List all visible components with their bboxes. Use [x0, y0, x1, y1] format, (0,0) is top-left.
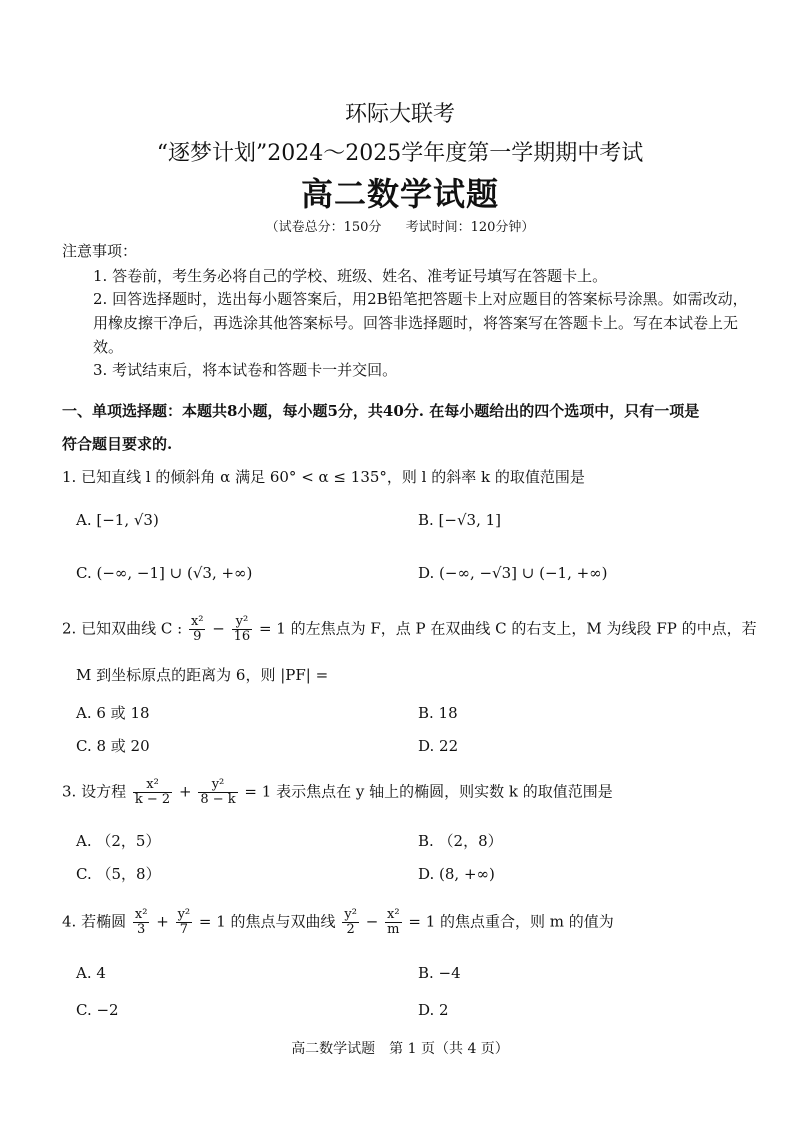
fraction-x2-over-k-2 — [133, 778, 172, 807]
minus-sign: − — [212, 619, 225, 638]
page-footer: 高二数学试题 第 1 页（共 4 页） — [291, 1041, 509, 1057]
question-3-option-d: D. (8, +∞) — [418, 865, 495, 883]
fraction-numerator: x² — [190, 614, 204, 629]
fraction-y2-over-16 — [232, 615, 253, 644]
fraction-numerator: y² — [344, 907, 357, 922]
question-3-option-c: C. （5，8） — [76, 865, 161, 883]
fraction-y2-over-8-k — [198, 778, 237, 807]
fraction-numerator: x² — [133, 778, 172, 793]
plus-sign: + — [178, 782, 192, 801]
question-4-option-a: A. 4 — [76, 964, 106, 982]
notice-title: 注意事项： — [62, 242, 138, 260]
question-2-option-a: A. 6 或 18 — [76, 704, 150, 722]
question-2-option-b: B. 18 — [418, 704, 458, 722]
fraction-y2-over-7 — [176, 908, 193, 937]
fraction-denominator: 3 — [137, 922, 146, 937]
fraction-denominator: m — [387, 922, 400, 937]
exam-title: “逐梦计划”2024～2025学年度第一学期期中考试 — [156, 141, 644, 166]
question-4-option-d: D. 2 — [418, 1001, 449, 1019]
question-4-option-c: C. −2 — [76, 1001, 119, 1019]
question-3-option-b: B. （2，8） — [418, 832, 503, 850]
section-heading: 一、单项选择题：本题共8小题，每小题5分，共40分. 在每小题给出的四个选项中，只有一项是 — [62, 402, 700, 420]
plus-sign: + — [156, 912, 169, 931]
section-heading-cont: 符合题目要求的. — [62, 435, 173, 453]
fraction-denominator: 8 − k — [200, 792, 236, 807]
exam-time: 考试时间：120分钟） — [405, 220, 535, 235]
question-4-stem — [62, 908, 614, 937]
question-2-stem-post: = 1 的左焦点为 F，点 P 在双曲线 C 的右支上，M 为线段 FP 的中点，若 — [258, 619, 757, 638]
fraction-numerator: y² — [177, 907, 191, 922]
fraction-denominator: 9 — [193, 629, 202, 644]
org-title: 环际大联考 — [344, 102, 455, 127]
exam-meta — [0, 219, 800, 237]
fraction-x2-over-9 — [189, 615, 206, 644]
question-4-stem-post: = 1 的焦点重合，则 m 的值为 — [408, 912, 614, 931]
question-2-stem-pre: 2. 已知双曲线 C : — [62, 619, 183, 638]
notice-item-2: 2. 回答选择题时，选出每小题答案后，用2B铅笔把答题卡上对应题目的答案标号涂黑。如需改动，用橡皮擦干净后，再选涂其他答案标号。回答非选择题时，将答案写在答题卡上。写在本试卷上无效。 — [93, 290, 748, 356]
fraction-x2-over-m — [385, 908, 402, 937]
question-3-option-a: A. （2，5） — [76, 832, 161, 850]
question-1-option-d: D. (−∞, −√3] ∪ (−1, +∞) — [418, 564, 608, 582]
fraction-denominator: k − 2 — [134, 792, 171, 807]
question-4-stem-pre: 4. 若椭圆 — [62, 912, 127, 931]
question-3-stem-post: = 1 表示焦点在 y 轴上的椭圆，则实数 k 的取值范围是 — [244, 782, 613, 801]
question-1-stem: 1. 已知直线 l 的倾斜角 α 满足 60° < α ≤ 135°，则 l 的斜率 k 的取值范围是 — [62, 468, 585, 486]
question-4-stem-mid: = 1 的焦点与双曲线 — [198, 912, 336, 931]
fraction-numerator: x² — [134, 907, 148, 922]
fraction-x2-over-3 — [133, 908, 150, 937]
minus-sign: − — [365, 912, 379, 931]
question-4-option-b: B. −4 — [418, 964, 461, 982]
notice-item-1: 1. 答卷前，考生务必将自己的学校、班级、姓名、准考证号填写在答题卡上。 — [93, 267, 608, 285]
question-1-option-a: A. [−1, √3) — [76, 511, 159, 529]
question-2-stem — [62, 615, 757, 644]
question-3-stem-pre: 3. 设方程 — [62, 782, 127, 801]
question-1-option-c: C. (−∞, −1] ∪ (√3, +∞) — [76, 564, 253, 582]
notice-item-3: 3. 考试结束后，将本试卷和答题卡一并交回。 — [93, 361, 398, 379]
total-score: （试卷总分：150分 — [265, 220, 382, 235]
fraction-denominator: 7 — [179, 922, 188, 937]
fraction-denominator: 16 — [233, 629, 251, 644]
fraction-denominator: 2 — [346, 922, 355, 937]
question-3-stem — [62, 778, 613, 807]
fraction-numerator: y² — [198, 778, 237, 793]
question-2-option-c: C. 8 或 20 — [76, 737, 150, 755]
subject-title: 高二数学试题 — [300, 175, 499, 213]
fraction-y2-over-2 — [342, 908, 359, 937]
fraction-numerator: x² — [387, 907, 400, 922]
question-2-stem-line2: M 到坐标原点的距离为 6，则 |PF| = — [76, 666, 329, 684]
question-1-option-b: B. [−√3, 1] — [418, 511, 502, 529]
question-2-option-d: D. 22 — [418, 737, 459, 755]
fraction-numerator: y² — [232, 615, 253, 630]
